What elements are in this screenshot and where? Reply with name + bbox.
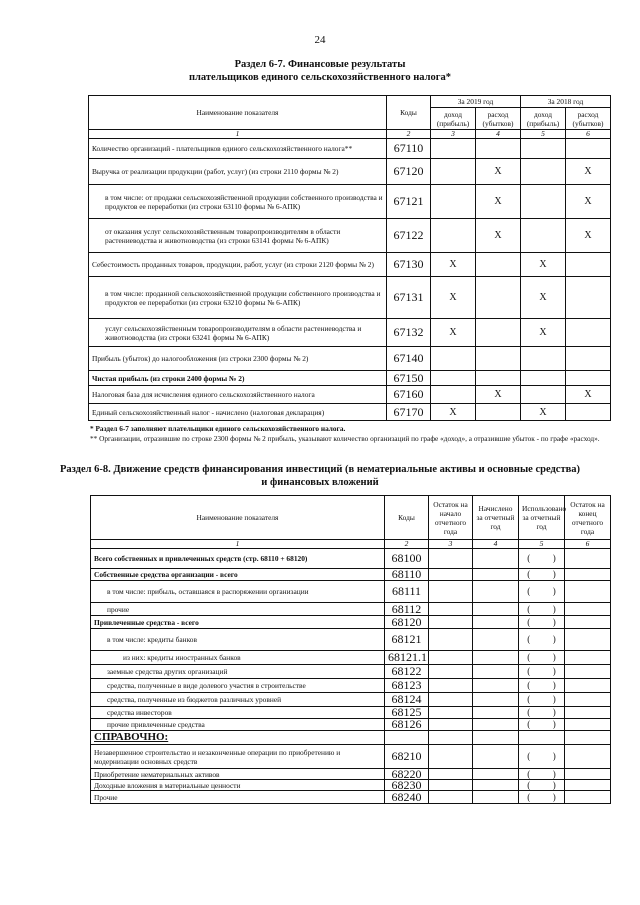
section-6-8-subtitle: и финансовых вложений <box>261 477 379 488</box>
column-number: 4 <box>473 540 519 549</box>
row-code: 67130 <box>387 253 431 277</box>
cell <box>566 347 611 371</box>
table-row <box>91 791 611 804</box>
cell-parentheses: ( ) <box>519 629 565 651</box>
table-row <box>91 745 611 769</box>
table-row <box>89 404 611 421</box>
cell: X <box>476 159 521 185</box>
row-label: Налоговая база для исчисления единого сельскохозяйственного налога <box>89 386 387 404</box>
table-row <box>91 693 611 707</box>
cell: X <box>566 159 611 185</box>
cell-parentheses: ( ) <box>519 707 565 719</box>
row-code: 68125 <box>385 707 429 719</box>
cell-parentheses: ( ) <box>519 745 565 769</box>
cell <box>473 603 519 616</box>
row-label: прочие <box>91 603 385 616</box>
row-code: 68124 <box>385 693 429 707</box>
cell-parentheses: ( ) <box>519 549 565 569</box>
cell <box>521 185 566 219</box>
cell <box>521 347 566 371</box>
cell <box>429 629 473 651</box>
cell <box>566 277 611 319</box>
row-code: 68121.1 <box>385 651 429 665</box>
spravochno-row <box>91 731 611 745</box>
cell: X <box>431 253 476 277</box>
cell-parentheses: ( ) <box>519 780 565 791</box>
cell <box>521 386 566 404</box>
cell: X <box>431 277 476 319</box>
cell: X <box>521 404 566 421</box>
header-codes: Коды <box>385 496 429 540</box>
row-code: 68112 <box>385 603 429 616</box>
table-row <box>91 581 611 603</box>
row-label: в том числе: кредиты банков <box>91 629 385 651</box>
row-label: услуг сельскохозяйственным товаропроизводителям в области растениеводства и животноводства (из строки 63241 формы № 6-АПК) <box>89 319 387 347</box>
table-row <box>91 629 611 651</box>
table-row <box>89 159 611 185</box>
table-row <box>91 707 611 719</box>
header-year-2018: За 2018 год <box>521 96 611 108</box>
cell <box>429 731 473 745</box>
cell <box>565 731 611 745</box>
header-expense-2019: расход (убытков) <box>476 108 521 130</box>
header-name: Наименование показателя <box>91 496 385 540</box>
table-row <box>89 371 611 386</box>
cell: X <box>431 404 476 421</box>
cell <box>473 549 519 569</box>
column-number: 3 <box>429 540 473 549</box>
header-expense-2018: расход (убытков) <box>566 108 611 130</box>
cell <box>473 651 519 665</box>
cell <box>566 371 611 386</box>
table-row <box>91 549 611 569</box>
column-number: 6 <box>565 540 611 549</box>
cell <box>565 549 611 569</box>
cell <box>565 719 611 731</box>
cell <box>565 665 611 679</box>
cell <box>476 371 521 386</box>
row-label: Доходные вложения в материальные ценности <box>91 780 385 791</box>
financial-results-table <box>88 95 611 421</box>
cell <box>429 616 473 629</box>
cell <box>429 651 473 665</box>
table-row <box>89 386 611 404</box>
cell <box>521 371 566 386</box>
cell <box>565 603 611 616</box>
cell <box>431 219 476 253</box>
row-label: Всего собственных и привлеченных средств (стр. 68110 + 68120) <box>91 549 385 569</box>
column-number: 5 <box>519 540 565 549</box>
cell <box>565 569 611 581</box>
column-number: 6 <box>566 130 611 139</box>
row-code: 68123 <box>385 679 429 693</box>
cell-parentheses: ( ) <box>519 693 565 707</box>
table-row <box>89 185 611 219</box>
cell <box>473 569 519 581</box>
cell <box>521 159 566 185</box>
row-code: 67131 <box>387 277 431 319</box>
table-row <box>89 319 611 347</box>
header-income-2018: доход (прибыль) <box>521 108 566 130</box>
column-number: 1 <box>91 540 385 549</box>
header-income-2019: доход (прибыль) <box>431 108 476 130</box>
row-code: 67132 <box>387 319 431 347</box>
cell <box>473 719 519 731</box>
table-row <box>89 219 611 253</box>
cell <box>431 139 476 159</box>
section-6-8-title: Раздел 6-8. Движение средств финансирования инвестиций (в нематериальные активы и основные средства) <box>59 464 581 475</box>
cell-parentheses: ( ) <box>519 719 565 731</box>
cell: X <box>431 319 476 347</box>
column-number: 1 <box>89 130 387 139</box>
cell <box>429 679 473 693</box>
column-number: 3 <box>431 130 476 139</box>
cell: X <box>566 386 611 404</box>
cell <box>566 139 611 159</box>
row-label: Прибыль (убыток) до налогообложения (из строки 2300 формы № 2) <box>89 347 387 371</box>
table-row <box>91 665 611 679</box>
footnote-2: ** Организации, отразившие по строке 2300 формы № 2 прибыль, указывают количество организаций по графе «доход», а отразившие убыток - по графе «расход». <box>90 434 600 443</box>
row-label: из них: кредиты иностранных банков <box>91 651 385 665</box>
cell: X <box>476 386 521 404</box>
row-label: Чистая прибыль (из строки 2400 формы № 2) <box>89 371 387 386</box>
row-code: 68210 <box>385 745 429 769</box>
header-accrued: Начислено за отчетный год <box>473 496 519 540</box>
row-label: заемные средства других организаций <box>91 665 385 679</box>
page-number: 24 <box>314 34 326 46</box>
cell: X <box>521 253 566 277</box>
cell <box>476 277 521 319</box>
row-code: 67150 <box>387 371 431 386</box>
cell <box>473 616 519 629</box>
row-label: в том числе: проданной сельскохозяйственной продукции собственного производства и продуктов ее переработки (из строки 63210 формы № 6-АПК) <box>89 277 387 319</box>
row-label: Количество организаций - плательщиков единого сельскохозяйственного налога** <box>89 139 387 159</box>
cell <box>429 549 473 569</box>
column-number: 4 <box>476 130 521 139</box>
row-code: 67140 <box>387 347 431 371</box>
row-label: средства, полученные в виде долевого участия в строительстве <box>91 679 385 693</box>
header-opening-balance: Остаток на начало отчетного года <box>429 496 473 540</box>
cell <box>565 679 611 693</box>
cell <box>473 693 519 707</box>
cell-parentheses: ( ) <box>519 569 565 581</box>
table-row <box>91 651 611 665</box>
row-code: 67160 <box>387 386 431 404</box>
cell <box>473 791 519 804</box>
cell <box>429 780 473 791</box>
table-row <box>89 347 611 371</box>
table-row <box>91 769 611 780</box>
cell <box>473 745 519 769</box>
header-codes: Коды <box>387 96 431 130</box>
row-label: в том числе: прибыль, оставшаяся в распоряжении организации <box>91 581 385 603</box>
row-label: средства инвесторов <box>91 707 385 719</box>
cell <box>431 185 476 219</box>
cell <box>565 707 611 719</box>
row-code: 68240 <box>385 791 429 804</box>
cell <box>476 253 521 277</box>
row-code: 68126 <box>385 719 429 731</box>
row-code: 67120 <box>387 159 431 185</box>
cell <box>429 791 473 804</box>
row-label: от оказания услуг сельскохозяйственным товаропроизводителям в области растениеводства и животноводства (из строки 63141 формы № 6-АПК) <box>89 219 387 253</box>
cell-parentheses: ( ) <box>519 665 565 679</box>
row-code: 67122 <box>387 219 431 253</box>
cell <box>521 139 566 159</box>
row-code: 68111 <box>385 581 429 603</box>
spravochno-label: СПРАВОЧНО: <box>91 731 385 745</box>
cell <box>476 139 521 159</box>
cell <box>429 581 473 603</box>
cell: X <box>521 277 566 319</box>
cell <box>565 769 611 780</box>
cell-parentheses: ( ) <box>519 769 565 780</box>
cell <box>565 581 611 603</box>
cell-parentheses: ( ) <box>519 603 565 616</box>
cell-parentheses: ( ) <box>519 651 565 665</box>
investment-financing-table <box>90 495 611 804</box>
column-number: 5 <box>521 130 566 139</box>
cell: X <box>476 185 521 219</box>
header-year-2019: За 2019 год <box>431 96 521 108</box>
row-code: 67121 <box>387 185 431 219</box>
row-code: 68230 <box>385 780 429 791</box>
table-row <box>91 616 611 629</box>
section-6-7-title: Раздел 6-7. Финансовые результаты <box>234 59 406 70</box>
cell <box>431 347 476 371</box>
cell <box>473 665 519 679</box>
cell <box>473 780 519 791</box>
row-code: 68100 <box>385 549 429 569</box>
cell <box>429 665 473 679</box>
row-label: средства, полученные из бюджетов различных уровней <box>91 693 385 707</box>
cell <box>521 219 566 253</box>
row-label: в том числе: от продажи сельскохозяйственной продукции собственного производства и продуктов ее переработки (из строки 63110 формы № 6-АПК) <box>89 185 387 219</box>
row-code: 68121 <box>385 629 429 651</box>
row-code: 68110 <box>385 569 429 581</box>
column-number: 2 <box>385 540 429 549</box>
row-code: 68122 <box>385 665 429 679</box>
cell <box>473 581 519 603</box>
row-label: Незавершенное строительство и незаконченные операции по приобретению и модернизации основных средств <box>91 745 385 769</box>
cell-parentheses: ( ) <box>519 616 565 629</box>
row-code: 68220 <box>385 769 429 780</box>
table-row <box>91 603 611 616</box>
table-row <box>91 719 611 731</box>
footnote-1: * Раздел 6-7 заполняют плательщики единого сельскохозяйственного налога. <box>90 424 346 433</box>
cell-parentheses: ( ) <box>519 679 565 693</box>
cell <box>429 603 473 616</box>
cell <box>566 319 611 347</box>
row-code: 67170 <box>387 404 431 421</box>
cell <box>431 386 476 404</box>
row-label: Привлеченные средства - всего <box>91 616 385 629</box>
row-code: 68120 <box>385 616 429 629</box>
cell <box>565 616 611 629</box>
cell-parentheses: ( ) <box>519 791 565 804</box>
table-row <box>91 780 611 791</box>
cell: X <box>566 219 611 253</box>
cell <box>473 769 519 780</box>
row-code: 67110 <box>387 139 431 159</box>
cell <box>476 404 521 421</box>
column-number: 2 <box>387 130 431 139</box>
cell <box>429 769 473 780</box>
cell <box>476 319 521 347</box>
cell <box>565 629 611 651</box>
cell <box>429 693 473 707</box>
cell <box>431 371 476 386</box>
cell <box>429 569 473 581</box>
cell <box>431 159 476 185</box>
cell <box>476 347 521 371</box>
header-closing-balance: Остаток на конец отчетного года <box>565 496 611 540</box>
header-used: Использовано за отчетный год <box>519 496 565 540</box>
row-label: Себестоимость проданных товаров, продукции, работ, услуг (из строки 2120 формы № 2) <box>89 253 387 277</box>
table-row <box>89 277 611 319</box>
cell: X <box>566 185 611 219</box>
row-label: Единый сельскохозяйственный налог - начислено (налоговая декларация) <box>89 404 387 421</box>
row-label: Выручка от реализации продукции (работ, услуг) (из строки 2110 формы № 2) <box>89 159 387 185</box>
table-row <box>89 253 611 277</box>
cell <box>429 707 473 719</box>
cell <box>473 629 519 651</box>
cell: X <box>476 219 521 253</box>
row-label: прочие привлеченные средства <box>91 719 385 731</box>
cell <box>473 707 519 719</box>
cell <box>429 719 473 731</box>
cell <box>385 731 429 745</box>
table-row <box>91 569 611 581</box>
cell <box>565 651 611 665</box>
cell <box>473 679 519 693</box>
cell <box>429 745 473 769</box>
row-label: Собственные средства организации - всего <box>91 569 385 581</box>
cell <box>473 731 519 745</box>
table-row <box>91 679 611 693</box>
cell <box>565 745 611 769</box>
header-name: Наименование показателя <box>89 96 387 130</box>
cell <box>566 253 611 277</box>
cell <box>565 791 611 804</box>
cell: X <box>521 319 566 347</box>
cell-parentheses: ( ) <box>519 581 565 603</box>
section-6-7-subtitle: плательщиков единого сельскохозяйственного налога* <box>188 72 452 83</box>
cell <box>565 780 611 791</box>
cell <box>566 404 611 421</box>
row-label: Приобретение нематериальных активов <box>91 769 385 780</box>
row-label: Прочие <box>91 791 385 804</box>
cell <box>519 731 565 745</box>
cell <box>565 693 611 707</box>
table-row <box>89 139 611 159</box>
